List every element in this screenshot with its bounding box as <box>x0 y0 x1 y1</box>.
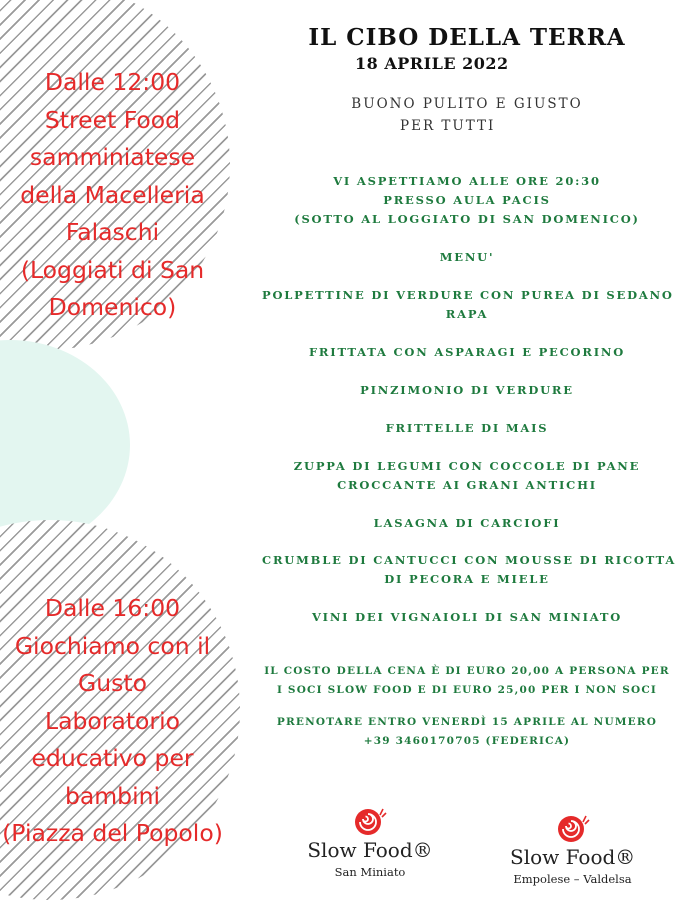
snail-logo-icon <box>556 812 590 844</box>
street-food-line: Domenico) <box>48 293 177 321</box>
menu-item-line: DI PECORA E MIELE <box>384 572 550 586</box>
menu-item-line: RAPA <box>445 307 489 321</box>
price-info <box>262 662 672 700</box>
logo-name: Slow Food® <box>307 838 433 862</box>
menu-item <box>262 608 672 627</box>
kids-lab-line: Dalle 16:00 <box>44 594 181 622</box>
menu-item-line: PINZIMONIO DI VERDURE <box>360 383 574 397</box>
kids-lab-line: (Piazza del Popolo) <box>2 819 223 847</box>
logo-subtitle: Empolese – Valdelsa <box>513 872 632 886</box>
booking-line: +39 3460170705 (FEDERICA) <box>363 735 571 747</box>
street-food-line: Dalle 12:00 <box>44 68 181 96</box>
street-food-line: Falaschi <box>65 218 160 246</box>
menu-item <box>262 514 672 533</box>
event-date: 18 APRILE 2022 <box>355 54 509 73</box>
kids-lab-line: Laboratorio <box>44 706 180 735</box>
kids-lab-line: bambini <box>64 781 161 810</box>
street-food-line: della Macelleria <box>20 180 205 209</box>
menu-item <box>262 457 672 495</box>
invite-line: VI ASPETTIAMO ALLE ORE 20:30 <box>333 174 601 188</box>
menu-item <box>262 343 672 362</box>
slow-food-empolese-logo <box>510 812 635 886</box>
menu-item <box>262 419 672 438</box>
event-title: IL CIBO DELLA TERRA <box>308 24 626 51</box>
menu-heading: MENU' <box>439 250 495 264</box>
invite-line: PRESSO AULA PACIS <box>383 193 551 207</box>
tagline-line: BUONO PULITO E GIUSTO <box>351 96 583 112</box>
kids-lab-line: Gusto <box>78 669 147 697</box>
booking-line: PRENOTARE ENTRO VENERDÌ 15 APRILE AL NUMERO <box>276 716 658 728</box>
kids-lab-info <box>0 590 225 853</box>
price-line: IL COSTO DELLA CENA È DI EURO 20,00 A PERSONA PER <box>264 665 670 677</box>
menu-item-line: LASAGNA DI CARCIOFI <box>373 516 561 530</box>
street-food-info <box>0 64 225 327</box>
mint-circle <box>0 340 130 550</box>
kids-lab-line: Giochiamo con il <box>14 631 211 660</box>
menu-item <box>262 381 672 400</box>
menu-item <box>262 551 677 589</box>
invite-line: (SOTTO AL LOGGIATO DI SAN DOMENICO) <box>294 212 640 226</box>
slow-food-san-miniato-logo <box>305 805 435 879</box>
kids-lab-line: educativo per <box>31 744 194 772</box>
street-food-line: samminiatese <box>29 143 196 171</box>
menu-item-line: POLPETTINE DI VERDURE CON PUREA DI SEDANO <box>262 288 674 302</box>
tagline-line: PER TUTTI <box>400 118 496 134</box>
price-line: I SOCI SLOW FOOD E DI EURO 25,00 PER I NON SOCI <box>276 684 658 696</box>
menu-item-line: VINI DEI VIGNAIOLI DI SAN MINIATO <box>311 610 623 624</box>
logo-subtitle: San Miniato <box>334 865 406 879</box>
menu-item-line: CRUMBLE DI CANTUCCI CON MOUSSE DI RICOTTA <box>262 553 677 567</box>
logo-name: Slow Food® <box>510 845 636 869</box>
menu-item-line: CROCCANTE AI GRANI ANTICHI <box>337 478 597 492</box>
menu-item-line: ZUPPA DI LEGUMI CON COCCOLE DI PANE <box>293 459 641 473</box>
menu-item-line: FRITTELLE DI MAIS <box>385 421 549 435</box>
menu-item <box>262 286 672 324</box>
street-food-line: (Loggiati di San <box>20 255 205 284</box>
menu-item-line: FRITTATA CON ASPARAGI E PECORINO <box>308 345 626 359</box>
street-food-line: Street Food <box>44 105 181 134</box>
snail-logo-icon <box>353 805 387 837</box>
invite-block <box>262 172 672 229</box>
booking-info <box>262 713 672 751</box>
